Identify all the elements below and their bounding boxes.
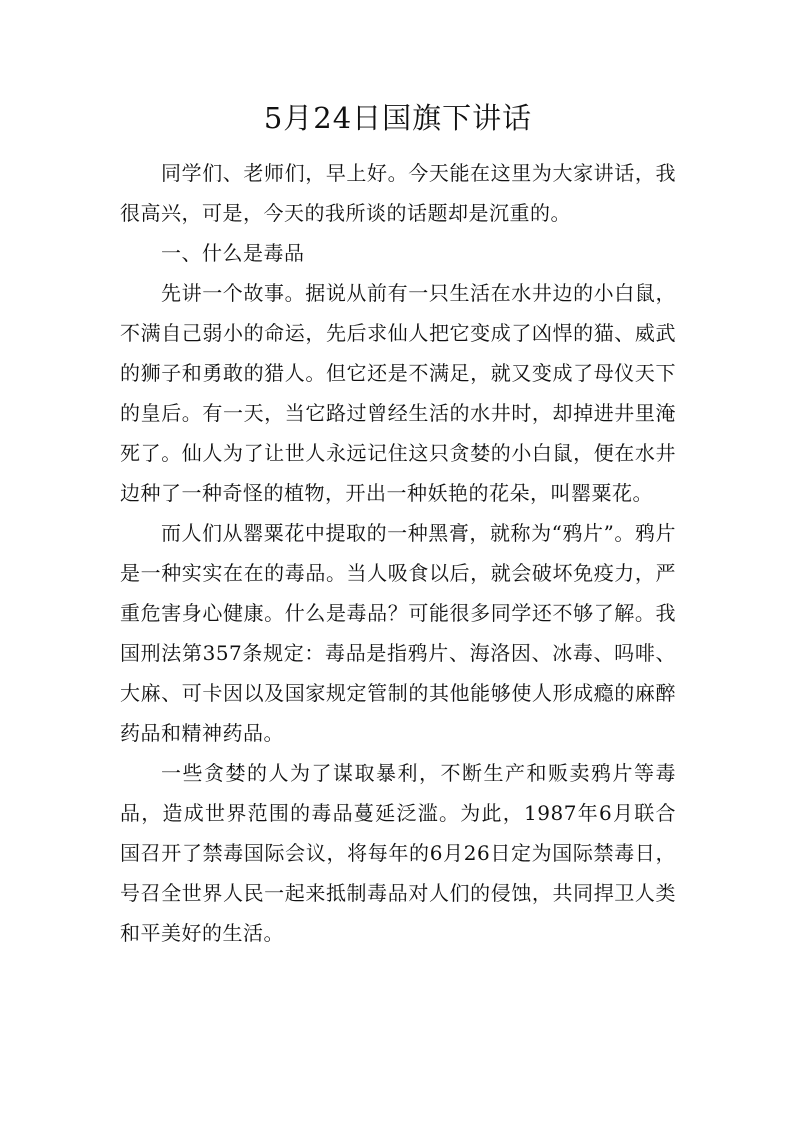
document-title: 5月24日国旗下讲话 bbox=[263, 101, 533, 135]
paragraph-greeting: 同学们、老师们，早上好。今天能在这里为大家讲话，我很高兴，可是，今天的我所谈的话题却是沉重的。 bbox=[120, 161, 676, 225]
document-body bbox=[120, 153, 676, 953]
section-heading-what-is-drugs: 一、什么是毒品 bbox=[161, 241, 305, 265]
paragraph-opium: 而人们从罂粟花中提取的一种黑膏，就称为“鸦片”。鸦片是一种实实在在的毒品。当人吸食以后，就会破坏免疫力，严重危害身心健康。什么是毒品？可能很多同学还不够了解。我国刑法第357条规定：毒品是指鸦片、海洛因、冰毒、吗啡、大麻、可卡因以及国家规定管制的其他能够使人形成瘾的麻醉药品和精神药品。 bbox=[120, 521, 676, 745]
paragraph-antidrug-day: 一些贪婪的人为了谋取暴利，不断生产和贩卖鸦片等毒品，造成世界范围的毒品蔓延泛滥。为此，1987年6月联合国召开了禁毒国际会议，将每年的6月26日定为国际禁毒日，号召全世界人民一起来抵制毒品对人们的侵蚀，共同捍卫人类和平美好的生活。 bbox=[120, 761, 676, 945]
paragraph-story: 先讲一个故事。据说从前有一只生活在水井边的小白鼠，不满自己弱小的命运，先后求仙人把它变成了凶悍的猫、威武的狮子和勇敢的猎人。但它还是不满足，就又变成了母仪天下的皇后。有一天，当它路过曾经生活的水井时，却掉进井里淹死了。仙人为了让世人永远记住这只贪婪的小白鼠，便在水井边种了一种奇怪的植物，开出一种妖艳的花朵，叫罂粟花。 bbox=[120, 281, 676, 505]
document-page bbox=[120, 0, 676, 1123]
